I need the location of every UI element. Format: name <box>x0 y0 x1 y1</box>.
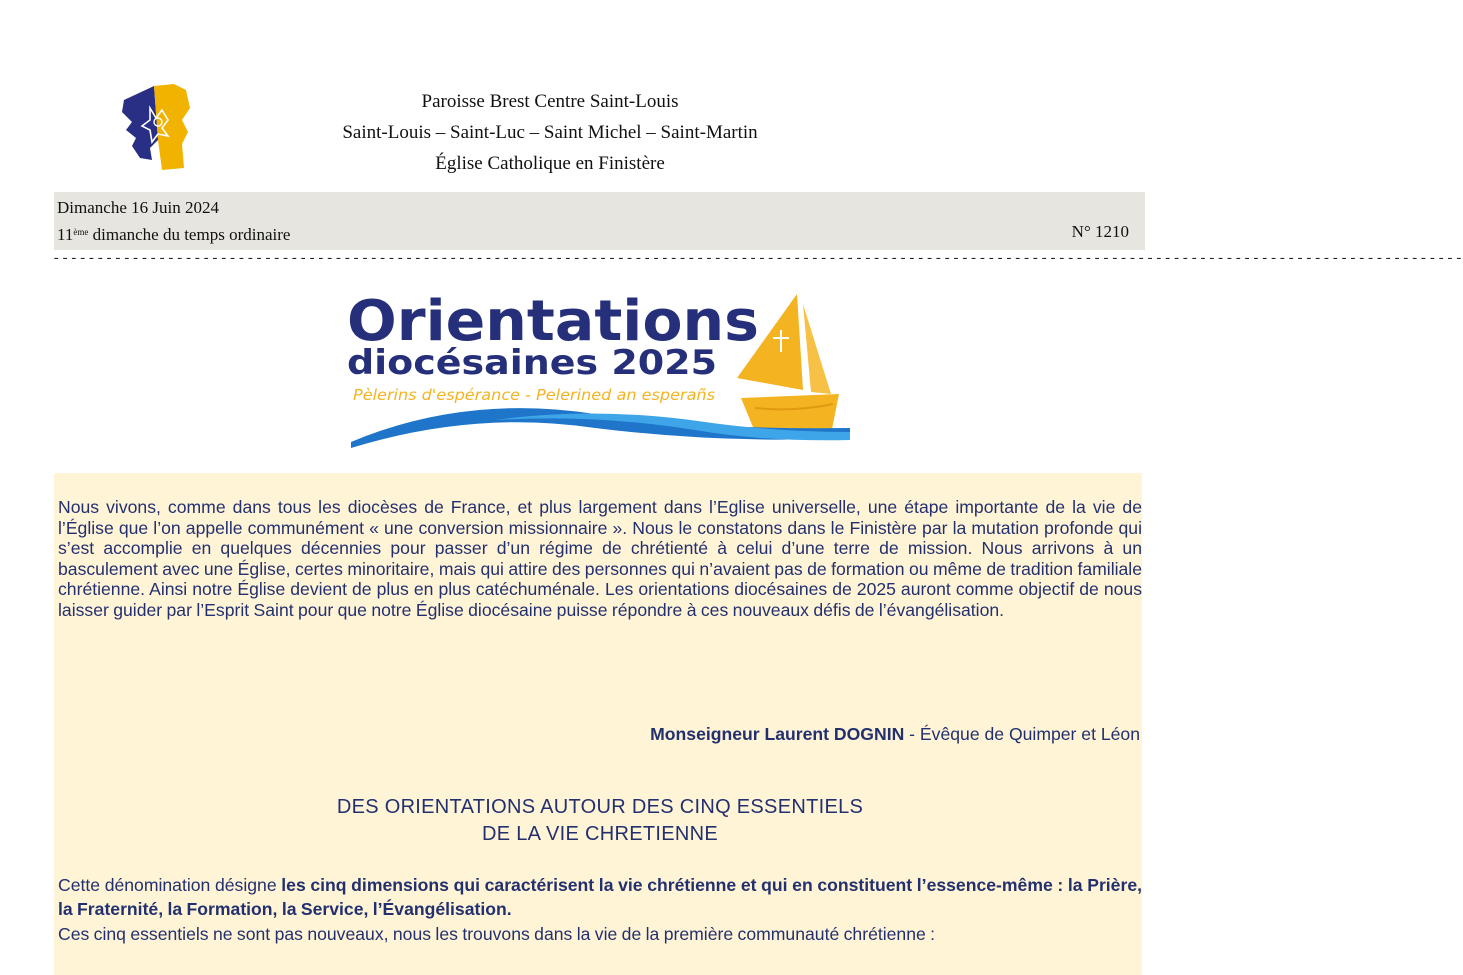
logo-tagline: Pèlerins d'espérance - Pelerined an esperañs <box>353 386 716 404</box>
signature-role: - Évêque de Quimper et Léon <box>904 724 1140 744</box>
bulletin-date: Dimanche 16 Juin 2024 <box>57 198 219 217</box>
church-name: Église Catholique en Finistère <box>435 153 665 174</box>
section-heading-line1: DES ORIENTATIONS AUTOUR DES CINQ ESSENTIELS <box>336 796 864 818</box>
sunday-text: dimanche du temps ordinaire <box>88 225 291 244</box>
issue-number: N° 1210 <box>1071 222 1129 241</box>
logo-title: Orientations <box>347 289 759 354</box>
signature <box>650 724 1140 745</box>
sunday-label <box>57 219 290 248</box>
orientations-logo <box>345 282 855 462</box>
section-heading <box>190 794 1010 848</box>
parish-churches: Saint-Louis – Saint-Luc – Saint Michel – Saint-Martin <box>342 122 758 143</box>
parish-header <box>250 86 850 179</box>
essentials-lead: Cette dénomination désigne <box>58 875 282 895</box>
sunday-suffix: ème <box>73 227 89 237</box>
sunday-number: 11 <box>57 225 74 244</box>
signature-name: Monseigneur Laurent DOGNIN <box>650 724 905 744</box>
parish-name: Paroisse Brest Centre Saint-Louis <box>421 91 679 112</box>
parish-logo-icon <box>110 80 206 176</box>
logo-subtitle: diocésaines 2025 <box>347 343 717 383</box>
essentials-paragraph <box>58 873 1142 921</box>
section-heading-line2: DE LA VIE CHRETIENNE <box>481 823 719 845</box>
essentials-note: Ces cinq essentiels ne sont pas nouveaux, nous les trouvons dans la vie de la première communauté chrétienne : <box>58 924 936 944</box>
intro-paragraph: Nous vivons, comme dans tous les diocèses de France, et plus largement dans l’Eglise universelle, une étape importante de la vie de l’Église que l’on appelle communément « une conversion missionnaire ». Nous le constatons dans le Finistère par la mutation profonde qui s’est accomplie en quelques décennies pour passer d’un régime de chrétienté à celui d’une terre de mission. Nous arrivons à un basculement avec une Église, certes minoritaire, mais qui attire des personnes qui n’avaient pas de formation ou même de tradition familiale chrétienne. Ainsi notre Église devient de plus en plus catéchuménale. Les orientations diocésaines de 2025 auront comme objectif de nous laisser guider par l’Esprit Saint pour que notre Église diocésaine puisse répondre à ces nouveaux défis de l’évangélisation. <box>58 497 1142 620</box>
essentials-bold: les cinq dimensions qui caractérisent la vie chrétienne et qui en constituent l’essence-même : la Prière, la Fraternité, la Formation, la Service, l’Évangélisation. <box>58 875 1142 919</box>
dashed-divider: ---------------------------------------------------------------------------------------------------------------------------------------------------------------- <box>52 251 1463 267</box>
date-band <box>54 192 1145 250</box>
